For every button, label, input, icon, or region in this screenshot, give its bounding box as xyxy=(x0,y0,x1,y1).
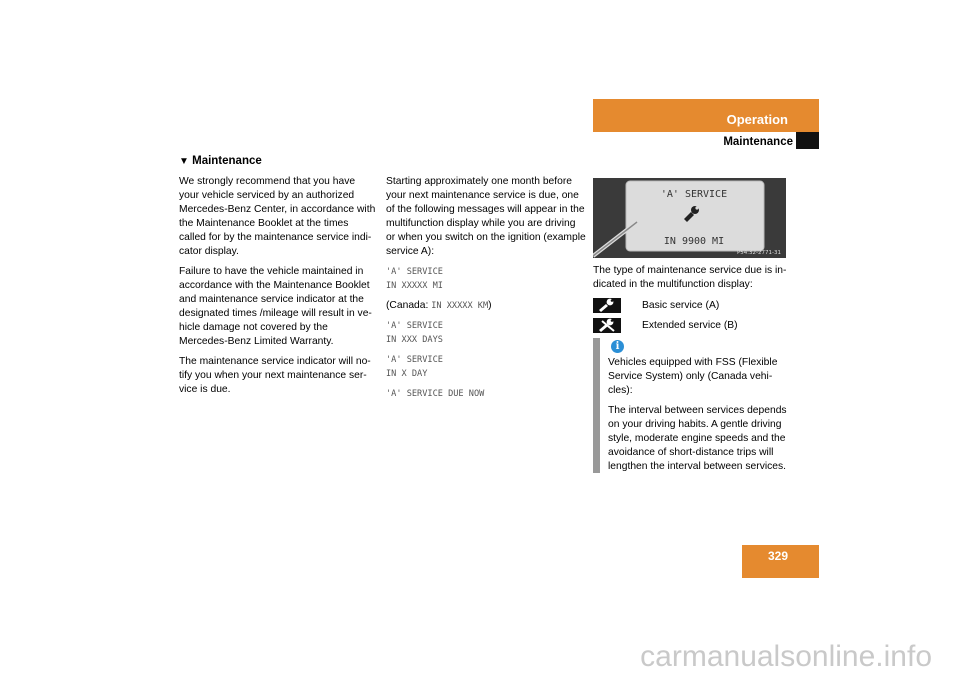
message-4 xyxy=(386,387,586,401)
paragraph: Starting approximately one month before your next maintenance service is due, one of the following messages will appear in the multifunction display while you are driving or when you switch on the ignition (example service A): xyxy=(386,176,586,257)
message-line: 'A' SERVICE xyxy=(386,267,443,277)
message-line: IN XXX DAYS xyxy=(386,335,443,345)
section-title: Operation xyxy=(726,112,788,127)
paragraph: Failure to have the vehicle maintained in accordance with the Maintenance Booklet and maintenance service indicator at the designated times /mileage will result in ve-hicle damage not covered by the Mercedes-Benz Limited Warranty. xyxy=(179,266,372,347)
paragraph: The type of maintenance service due is in-dicated in the multifunction display: xyxy=(593,265,787,290)
canada-label: (Canada: xyxy=(386,300,432,311)
info-paragraph: Vehicles equipped with FSS (Flexible Service System) only (Canada vehi-cles): xyxy=(608,357,778,396)
info-icon: i xyxy=(611,340,624,353)
paragraph: The maintenance service indicator will no-tify you when your next maintenance ser-vice is due. xyxy=(179,356,371,395)
canada-value: IN XXXXX KM xyxy=(431,301,489,311)
watermark xyxy=(0,640,960,678)
message-line: IN X DAY xyxy=(386,369,428,379)
column-2 xyxy=(386,175,586,407)
service-a-label: Basic service (A) xyxy=(642,300,720,311)
service-a-row xyxy=(593,298,793,318)
message-2 xyxy=(386,319,586,347)
message-line: IN XXXXX MI xyxy=(386,281,443,291)
message-line: 'A' SERVICE DUE NOW xyxy=(386,389,485,399)
canada-note xyxy=(386,299,586,313)
service-b-label: Extended service (B) xyxy=(642,320,738,331)
subsection-title: Maintenance xyxy=(723,136,793,148)
header-tab-marker xyxy=(796,132,819,149)
watermark-text: carmanualsonline.info xyxy=(640,640,932,673)
message-line: 'A' SERVICE xyxy=(386,321,443,331)
info-note xyxy=(608,356,794,480)
image-code: P54.32-2771-31 xyxy=(736,250,781,256)
page-number-box xyxy=(742,545,819,578)
column-3 xyxy=(593,264,793,338)
display-line-1: 'A' SERVICE xyxy=(660,189,728,200)
column-1 xyxy=(179,175,377,403)
heading-text: Maintenance xyxy=(192,155,262,167)
info-bar xyxy=(593,338,600,473)
display-line-2: IN 9900 MI xyxy=(663,236,725,247)
info-paragraph: The interval between services depends on your driving habits. A gentle driving style, moderate engine speeds and the avoidance of short-distance trips will lengthen the interval between services. xyxy=(608,405,787,472)
double-wrench-icon xyxy=(593,318,621,333)
multifunction-display-image xyxy=(593,178,786,258)
service-b-row xyxy=(593,318,793,338)
triangle-bullet-icon: ▼ xyxy=(179,156,189,167)
message-line: 'A' SERVICE xyxy=(386,355,443,365)
message-1 xyxy=(386,265,586,293)
wrench-icon xyxy=(593,298,621,313)
header-bar xyxy=(593,99,819,132)
message-3 xyxy=(386,353,586,381)
paragraph: We strongly recommend that you have your vehicle serviced by an authorized Mercedes-Benz Center, in accordance with the Maintenance Booklet at the times called for by the maintenance service indi-cator display. xyxy=(179,176,376,257)
page-number: 329 xyxy=(767,549,788,563)
canada-close: ) xyxy=(488,300,492,311)
section-heading xyxy=(179,155,262,167)
